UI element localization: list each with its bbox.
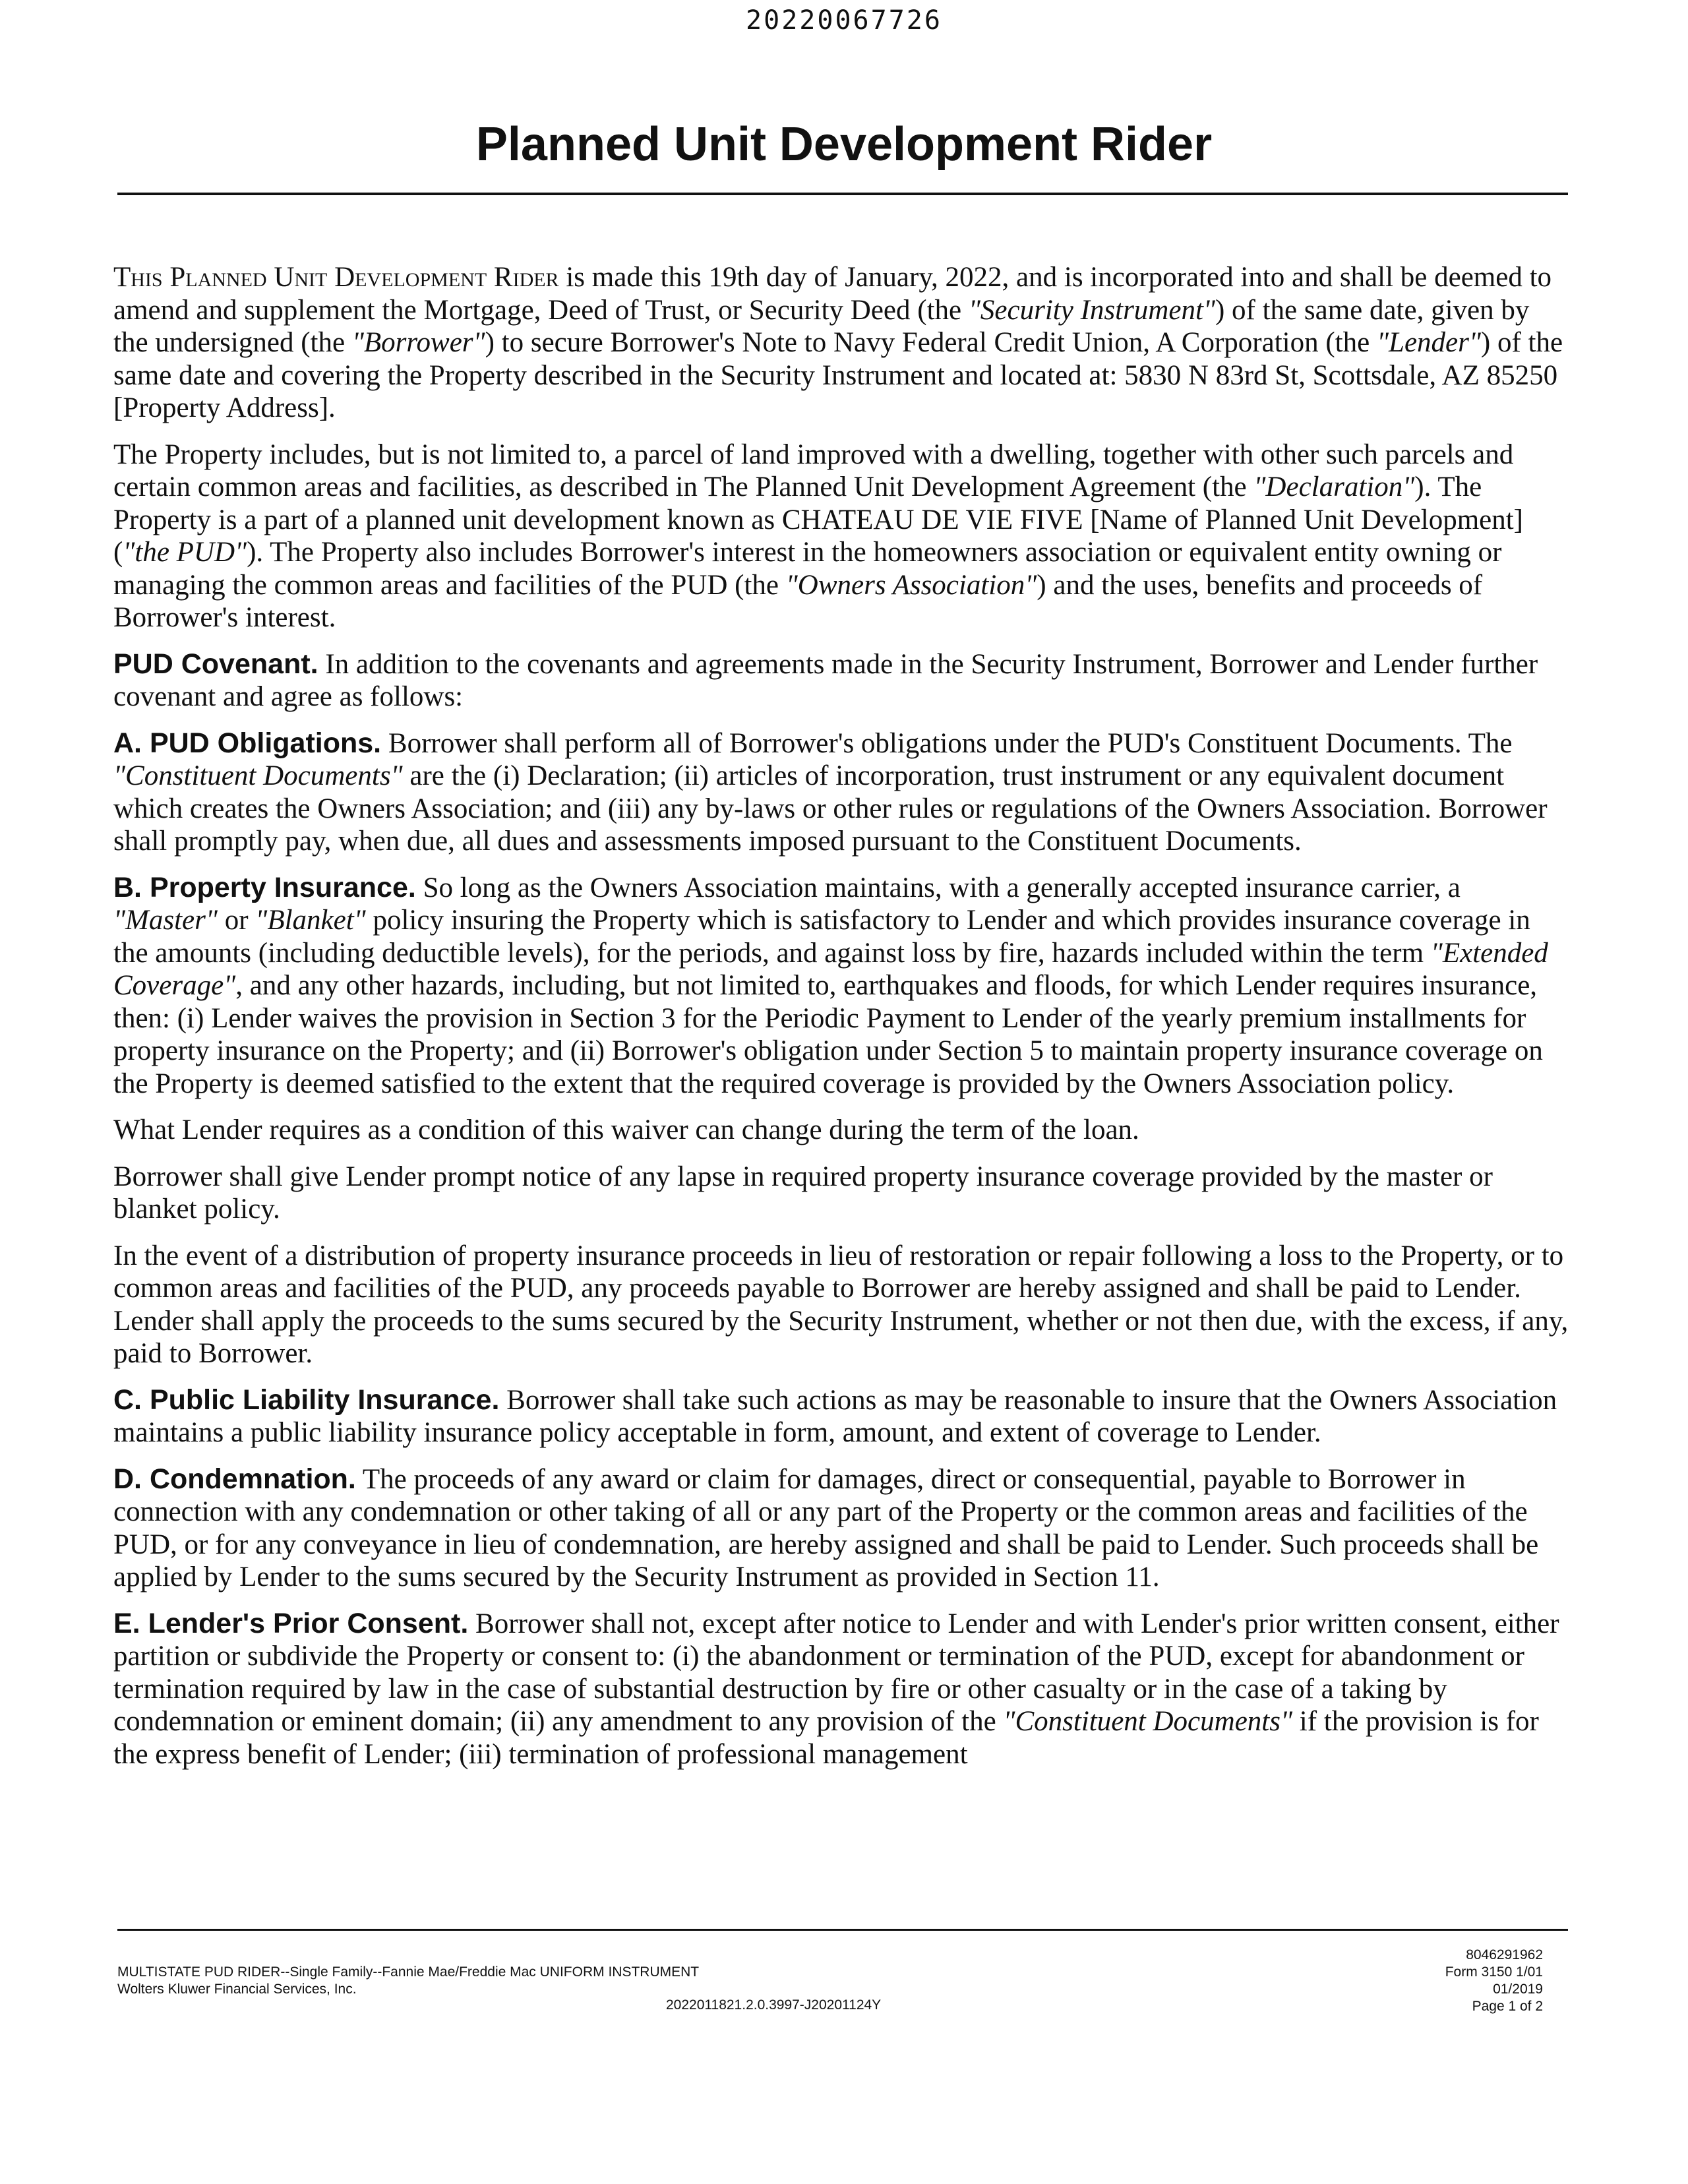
publisher: Wolters Kluwer Financial Services, Inc. — [117, 1982, 357, 1997]
section-d-paragraph — [113, 1463, 1571, 1594]
intro-text-3: ) to secure Borrower's Note to Navy Federal Credit Union, A Corporation (the — [485, 327, 1377, 358]
section-c-heading: C. Public Liability Insurance. — [113, 1383, 500, 1416]
insurance-proceeds-paragraph: In the event of a distribution of property insurance proceeds in lieu of restoration or repair following a loss to the Property, or to common areas and facilities of the PUD, any proceeds payable to Borrower are hereby assigned and shall be paid to Lender. Lender shall apply the proceeds to the sums secured by the Security Instrument, whether or not then due, with the excess, if any, paid to Borrower. — [113, 1240, 1569, 1369]
term-borrower: "Borrower" — [351, 327, 485, 358]
title-divider — [117, 193, 1568, 195]
term-security-instrument: "Security Instrument" — [968, 294, 1215, 326]
doc-code: 2022011821.2.0.3997-J20201124Y — [666, 1997, 882, 2013]
pud-covenant-paragraph — [113, 648, 1571, 713]
footer-divider — [117, 1929, 1568, 1931]
loan-number: 8046291962 — [1466, 1947, 1543, 1962]
intro-text-2: ) of the same date, given by the undersigned (the — [113, 294, 1530, 358]
form-number: Form 3150 1/01 — [1445, 1964, 1543, 1980]
section-b-text-1: So long as the Owners Association maintains, with a generally accepted insurance carrier, a — [415, 872, 1461, 903]
document-title: Planned Unit Development Rider — [475, 118, 1213, 171]
property-paragraph — [113, 439, 1571, 634]
pud-covenant-text: In addition to the covenants and agreements made in the Security Instrument, Borrower and Lender further covenant and agree as follows: — [113, 648, 1538, 712]
section-b-paragraph — [113, 872, 1571, 1101]
footer-right — [1319, 1947, 1543, 2015]
section-c-text: Borrower shall take such actions as may be reasonable to insure that the Owners Association maintains a public liability insurance policy acceptable in form, amount, and extent of coverage to Lender. — [113, 1384, 1557, 1448]
section-a-text-2: are the (i) Declaration; (ii) articles of incorporation, trust instrument or any equivalent document which creates the Owners Association; and (iii) any by-laws or other rules or regulations of the Owners Association. Borrower shall promptly pay, when due, all dues and assessments imposed pursuant to the Constituent Documents. — [113, 760, 1548, 857]
section-d-heading: D. Condemnation. — [113, 1463, 356, 1495]
page-number: Page 1 of 2 — [1472, 1999, 1543, 2014]
term-constituent-documents-2: "Constituent Documents" — [1003, 1706, 1293, 1737]
section-a-paragraph — [113, 727, 1571, 858]
rider-body — [113, 261, 1571, 1784]
term-owners-association: "Owners Association" — [785, 569, 1037, 601]
property-text-2: ). The Property is a part of a planned unit development known as CHATEAU DE VIE FIVE [Name of Planned Unit Development] ( — [113, 471, 1523, 568]
term-pud: "the PUD" — [123, 537, 247, 568]
section-a-heading: A. PUD Obligations. — [113, 727, 382, 759]
section-e-text-2: if the provision is for the express benefit of Lender; (iii) termination of professional management — [113, 1706, 1539, 1770]
intro-text-1: is made this 19th day of January, 2022, and is incorporated into and shall be deemed to amend and supplement the Mortgage, Deed of Trust, or Security Deed (the — [113, 262, 1552, 326]
form-title: MULTISTATE PUD RIDER--Single Family--Fannie Mae/Freddie Mac UNIFORM INSTRUMENT — [117, 1964, 700, 1980]
pud-covenant-heading: PUD Covenant. — [113, 648, 318, 680]
property-text-4: ) and the uses, benefits and proceeds of Borrower's interest. — [113, 569, 1483, 633]
lapse-notice-paragraph: Borrower shall give Lender prompt notice of any lapse in required property insurance coverage provided by the master or blanket policy. — [113, 1161, 1493, 1225]
property-text-1: The Property includes, but is not limited to, a parcel of land improved with a dwelling, together with other such parcels and certain common areas and facilities, as described in The Planned Unit Development Agreement (the — [113, 439, 1514, 502]
section-b-text-3: policy insuring the Property which is satisfactory to Lender and which provides insurance coverage in the amounts (including deductible levels), for the periods, and against loss by fire, hazards included within the term — [113, 905, 1530, 969]
recording-number: 20220067726 — [746, 5, 942, 36]
intro-text-4: ) of the same date and covering the Property described in the Security Instrument and located at: 5830 N 83rd St, Scottsdale, AZ 85250 [Property Address]. — [113, 327, 1563, 423]
intro-smallcaps: This Planned Unit Development Rider — [113, 262, 559, 293]
term-master: "Master" — [113, 905, 218, 936]
section-e-text-1: Borrower shall not, except after notice to Lender and with Lender's prior written consent, either partition or subdivide the Property or consent to: (i) the abandonment or termination of the PUD, except for abandonment or termination required by law in the case of substantial destruction by fire or other casualty or in the case of a taking by condemnation or eminent domain; (ii) any amendment to any provision of the — [113, 1608, 1559, 1737]
section-a-text-1: Borrower shall perform all of Borrower's obligations under the PUD's Constituent Documents. The — [381, 727, 1513, 759]
section-e-heading: E. Lender's Prior Consent. — [113, 1607, 469, 1639]
term-constituent-documents: "Constituent Documents" — [113, 760, 403, 791]
term-blanket: "Blanket" — [255, 905, 366, 936]
section-b-heading: B. Property Insurance. — [113, 871, 416, 903]
section-b-text-2: or — [217, 905, 256, 936]
term-declaration: "Declaration" — [1253, 471, 1415, 502]
section-c-paragraph — [113, 1384, 1571, 1449]
term-extended-coverage: "Extended Coverage" — [113, 937, 1548, 1001]
waiver-paragraph: What Lender requires as a condition of this waiver can change during the term of the loan. — [113, 1114, 1139, 1145]
section-e-paragraph — [113, 1608, 1571, 1771]
form-revision: 01/2019 — [1493, 1982, 1543, 1997]
property-text-3: ). The Property also includes Borrower's interest in the homeowners association or equivalent entity owning or managing the common areas and facilities of the PUD (the — [113, 537, 1502, 601]
section-b-text-4: , and any other hazards, including, but not limited to, earthquakes and floods, for which Lender requires insurance, then: (i) Lender waives the provision in Section 3 for the Periodic Payment to Lender of the yearly premium installments for property insurance on the Property; and (ii) Borrower's obligation under Section 5 to maintain property insurance coverage on the Property is deemed satisfied to the extent that the required coverage is provided by the Owners Association policy. — [113, 970, 1543, 1099]
section-d-text: The proceeds of any award or claim for damages, direct or consequential, payable to Borrower in connection with any condemnation or other taking of all or any part of the Property or the common areas and facilities of the PUD, or for any conveyance in lieu of condemnation, are hereby assigned and shall be paid to Lender. Such proceeds shall be applied by Lender to the sums secured by the Security Instrument as provided in Section 11. — [113, 1463, 1539, 1592]
term-lender: "Lender" — [1376, 327, 1481, 358]
intro-paragraph — [113, 261, 1571, 425]
footer-left — [117, 1964, 699, 1998]
